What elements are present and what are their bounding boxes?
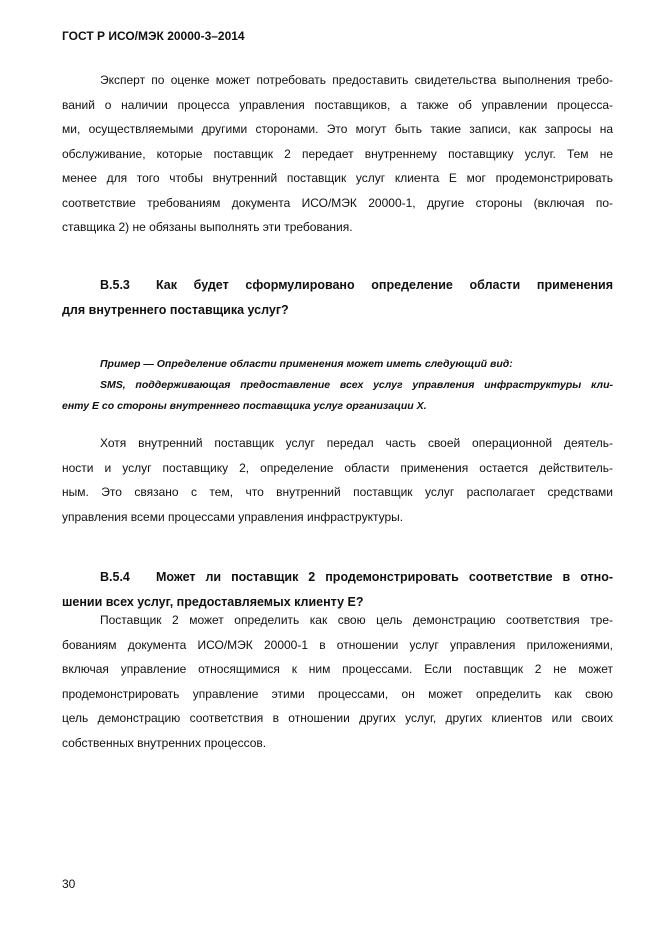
para-b53 [62,431,613,529]
section-title: Как будет сформулировано определение области применения [156,278,613,292]
section-title: Может ли поставщик 2 продемонстрировать соответствие в отно- [156,570,613,584]
text-line: обслуживание, которые поставщик 2 передает внутреннему поставщику услуг. Тем не [62,146,613,161]
page-number: 30 [62,877,76,891]
heading-b53 [62,273,613,323]
text-line: Эксперт по оценке может потребовать предоставить свидетельства выполнения требо- [100,73,613,87]
text-line: соответствие требованиям документа ИСО/МЭК 20000-1, другие стороны (включая по- [62,195,613,210]
text-line: Пример — Определение области применения может иметь следующий вид: [100,358,513,370]
text-line: управления всеми процессами управления инфраструктуры. [62,509,404,524]
text-line: ставщика 2) не обязаны выполнять эти требования. [62,220,353,234]
text-line: собственных внутренних процессов. [62,735,267,750]
document-header: ГОСТ Р ИСО/МЭК 20000-3–2014 [62,29,245,43]
text-line: для внутреннего поставщика услуг? [62,303,289,317]
section-number: B.5.4 [100,570,130,584]
text-line: Хотя внутренний поставщик услуг передал часть своей операционной деятель- [100,436,613,450]
para-intro [62,68,613,240]
para-b54 [62,608,613,755]
text-line: бованиям документа ИСО/МЭК 20000-1 в отношении услуг управления приложениями, [62,637,613,652]
example-b53 [62,354,613,417]
text-line: включая управление относящимися к ним процессами. Если поставщик 2 не может [62,662,613,676]
text-line: SMS, поддерживающая предоставление всех услуг управления инфраструктуры кли- [100,379,613,391]
section-number: B.5.3 [100,278,130,292]
text-line [62,565,613,590]
text-line [62,273,613,298]
text-line: продемонстрировать управление этими процессами, он может определить как свою [62,686,613,701]
text-line: енту Е со стороны внутреннего поставщика услуг организации X. [62,400,427,412]
text-line: ми, осуществляемыми другими сторонами. Это могут быть такие записи, как запросы на [62,122,613,136]
text-line: менее для того чтобы внутренний поставщик услуг клиента Е мог продемонстрировать [62,171,613,185]
text-line: ваний о наличии процесса управления поставщиков, а также об управлении процесса- [62,97,613,112]
text-line: Поставщик 2 может определить как свою цель демонстрацию соответствия тре- [100,613,613,627]
text-line: ности и услуг поставщику 2, определение области применения остается действитель- [62,460,613,475]
text-line: ным. Это связано с тем, что внутренний поставщик услуг располагает средствами [62,485,613,499]
text-line: цель демонстрацию соответствия в отношении других услуг, других клиентов или своих [62,711,613,725]
text-line: шении всех услуг, предоставляемых клиенту Е? [62,595,364,609]
